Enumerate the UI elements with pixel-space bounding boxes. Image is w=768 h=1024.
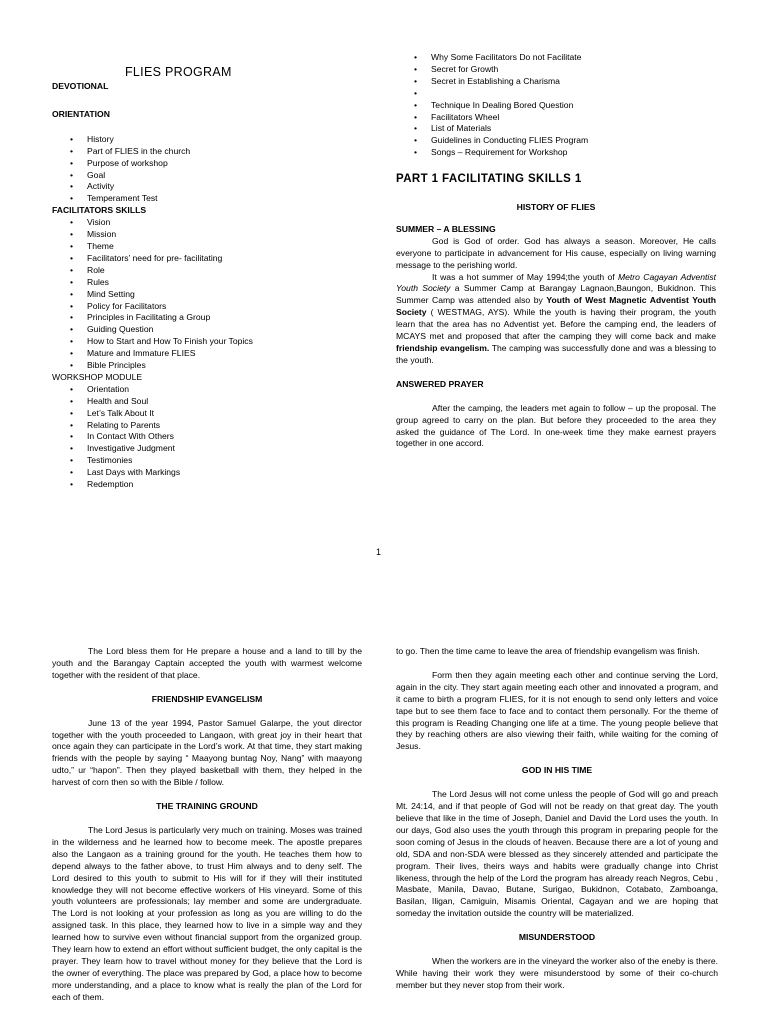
list-item: • Technique In Dealing Bored Question — [396, 100, 716, 112]
innovation-paragraph: Form then they again meeting each other and continue serving the Lord, again in the city. They start again meeting each other and innovated a program, and it came to birth a program FLIES, for it is not enough to send only letters and voice tape but to see them face to face and to contact them personally. For the theme of this program is Reading Changing one life at a time. The young people believe that they by reaching others are also viewing their faith, while waiting for the coming of Jesus. — [396, 669, 718, 752]
document-title: FLIES PROGRAM — [125, 65, 232, 79]
list-item: • Testimonies — [52, 455, 372, 467]
list-item: • Bible Principles — [52, 360, 372, 372]
list-item: • Rules — [52, 277, 372, 289]
god-in-his-time-paragraph: The Lord Jesus will not come unless the people of God will go and preach Mt. 24:14, and if that people of God will not be ready on that great day. The youth believe that like in the time of Joseph, Daniel and David the Lord uses the youth. In our days, God also uses the youth through this program in preparing people for the soon coming of Jesus in the clouds of heaven. Because there are a lot of young and old, SDA and non-SDA were blessed as they sincerely attended and participate the program. Their lives, theirs ways and habits were gradually change into Christ likeness, through the help of the Lord the program has already reach Negros, Cebu , Masbate, Manila, Davao, Butane, Surigao, Bukidnon, Cotabato, Zamboanga, Basilan, Iligan, Camiguin, Misamis Oriental, Cagayan and we are hoping that someday the invitation outside the country will be materialized. — [396, 789, 718, 919]
toc-right-column — [396, 52, 716, 159]
list-item: • Let’s Talk About It — [52, 408, 372, 420]
continuation-paragraph: to go. Then the time came to leave the area of friendship evangelism was finish. — [396, 646, 700, 656]
part-heading: PART 1 FACILITATING SKILLS 1 — [396, 173, 582, 185]
list-item: • Facilitators’ need for pre- facilitating — [52, 253, 372, 265]
god-in-his-time-heading: GOD IN HIS TIME — [521, 765, 593, 776]
history-heading: HISTORY OF FLIES — [516, 202, 596, 212]
list-item: • Secret in Establishing a Charisma — [396, 76, 716, 88]
list-item: • History — [52, 134, 372, 146]
skills-list — [52, 217, 372, 372]
page2-right-column — [396, 646, 718, 992]
list-item: • Relating to Parents — [52, 420, 372, 432]
list-item: • Mission — [52, 229, 372, 241]
list-item: • Guiding Question — [52, 324, 372, 336]
list-item: • Why Some Facilitators Do not Facilitate — [396, 52, 716, 64]
list-item: • In Contact With Others — [52, 431, 372, 443]
welcome-paragraph: The Lord bless them for He prepare a house and a land to till by the youth and the Barangay Captain accepted the youth with warmest welcome together with the resident of that place. — [52, 646, 362, 680]
orientation-list — [52, 134, 372, 205]
list-item: • Part of FLIES in the church — [52, 146, 372, 158]
friendship-evangelism-paragraph: June 13 of the year 1994, Pastor Samuel Galarpe, the yout director together with the youth proceeded to Langaon, with great joy in their heart that once again they can participate in the Lord’s work. At that time, they start making friends with the people by saying “ Maayong buntag Noy, Nang” with maayong udto,” ur “hapon”. Then they played basketball with them, they helped in the harvest of corn then so with the Bible / follow. — [52, 717, 362, 788]
summer-paragraph-1: God is God of order. God has always a season. Moreover, He calls everyone to participate in advancement for His cause, especially on living warning message to the perishing world. — [396, 235, 716, 270]
list-item: • Facilitators Wheel — [396, 112, 716, 124]
list-item: • Investigative Judgment — [52, 443, 372, 455]
list-item: • Last Days with Markings — [52, 467, 372, 479]
training-ground-paragraph: The Lord Jesus is particularly very much on training. Moses was trained in the wilderness and he learned how to become meek. The apostle prepares also the Langaon as a training ground for the youth. He teaches them how to depend always to the father above, to trust Him always and to deny self. The Lord desired to this youth to submit to His will for if they will their instituted knowledge they will not become effective workers of His vineyard. Some of this youth volunteers are professionals; lay member and some are undergraduate. The Lord is not looking at your profession as long as you are willing to do the assigned task. In this place, they learned how to live in a simple way and they learned how to survive even without financial support from the organized group. They learn how to extend an effort without sufficient budget, the only capital is the prayer. They learn how to travel without money for they believe that the Lord is the owner of everything. The place was prepared by God, a place how to become more understanding, and a place to know what is really the plan of the Lord for each of them. — [52, 824, 362, 1002]
orientation-heading: ORIENTATION — [52, 108, 110, 119]
facilitators-skills-heading: FACILITATORS SKILLS — [52, 205, 147, 216]
history-section — [396, 202, 716, 450]
list-item: • Principles in Facilitating a Group — [52, 312, 372, 324]
list-item: • Mind Setting — [52, 289, 372, 301]
misunderstood-paragraph: When the workers are in the vineyard the worker also of the eneby is there. While having their work they were misunderstood by some of their co-church member but they never stop from their work. — [396, 956, 718, 990]
misunderstood-heading: MISUNDERSTOOD — [518, 932, 596, 943]
workshop-list — [52, 384, 372, 491]
page-number: 1 — [376, 547, 382, 557]
list-item: • Redemption — [52, 479, 372, 491]
list-item: • Policy for Facilitators — [52, 301, 372, 313]
list-item: • Orientation — [52, 384, 372, 396]
list-item: • Secret for Growth — [396, 64, 716, 76]
summer-heading: SUMMER – A BLESSING — [396, 223, 496, 234]
list-item: • Goal — [52, 170, 372, 182]
devotional-heading: DEVOTIONAL — [52, 81, 109, 91]
workshop-module-heading: WORKSHOP MODULE — [52, 371, 143, 382]
list-item: • Role — [52, 265, 372, 277]
answered-prayer-heading: ANSWERED PRAYER — [396, 378, 484, 389]
list-item: • Health and Soul — [52, 396, 372, 408]
friendship-evangelism-heading: FRIENDSHIP EVANGELISM — [151, 693, 263, 704]
list-item: • Mature and Immature FLIES — [52, 348, 372, 360]
right-topics-list — [396, 52, 716, 159]
list-item: • Theme — [52, 241, 372, 253]
list-item: • List of Materials — [396, 123, 716, 135]
answered-prayer-paragraph: After the camping, the leaders met again to follow – up the proposal. The group agreed to carry on the plan. But before they proceeded to the area they asked the guidance of The Lord. In one-week time they make earnest prayers together in one accord. — [396, 402, 716, 449]
list-item: • Vision — [52, 217, 372, 229]
list-item: • How to Start and How To Finish your Topics — [52, 336, 372, 348]
summer-paragraph-2: It was a hot summer of May 1994;the youth of Metro Cagayan Adventist Youth Society a Summer Camp at Barangay Lagnaon,Baungon, Bukidnon. This Summer Camp was attended also by Youth of West Magnetic Adventist Youth Society ( WESTMAG, AYS). While the youth is having their program, the youth learn that the area has no Adventist yet. Before the camping end, the leaders of MCAYS met and proposed that after the camping they will come back and make friendship evangelism. The camping was successfully done and was a blessing to the youth. — [396, 271, 717, 365]
page2-left-column — [52, 646, 362, 1004]
list-item: • Guidelines in Conducting FLIES Program — [396, 135, 716, 147]
list-item — [396, 88, 716, 100]
list-item: • Purpose of workshop — [52, 158, 372, 170]
training-ground-heading: THE TRAINING GROUND — [156, 801, 258, 812]
list-item: • Temperament Test — [52, 193, 372, 205]
list-item: • Activity — [52, 181, 372, 193]
list-item: • Songs – Requirement for Workshop — [396, 147, 716, 159]
toc-left-column — [52, 81, 372, 491]
